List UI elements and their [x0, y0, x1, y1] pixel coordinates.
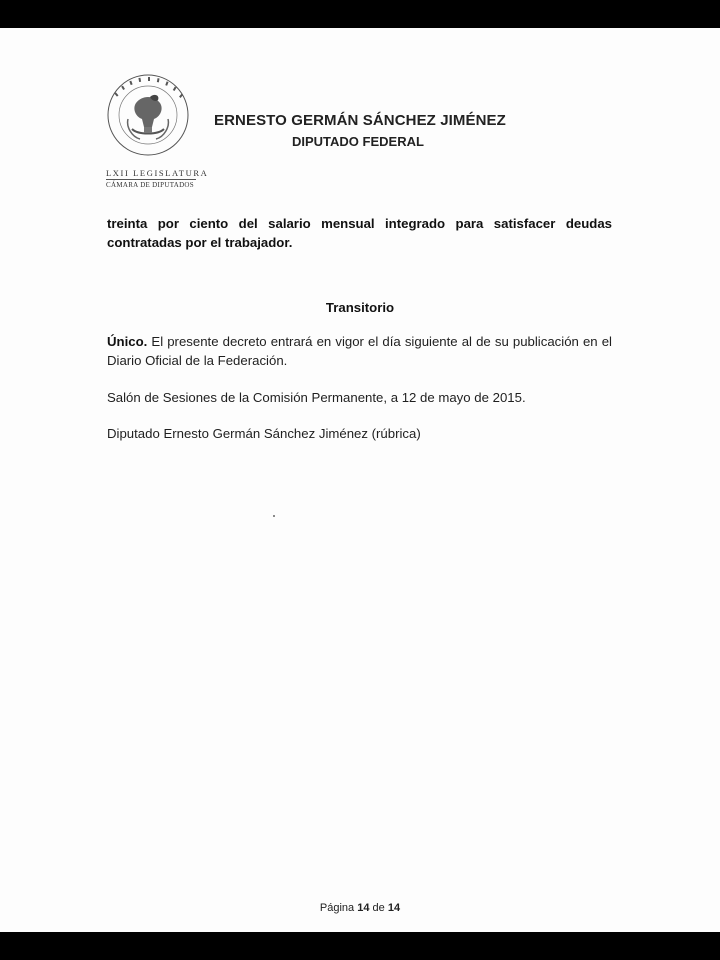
bottom-black-border: [0, 932, 720, 960]
legislature-line: LXII LEGISLATURA: [106, 168, 209, 178]
session-line: Salón de Sesiones de la Comisión Permanente, a 12 de mayo de 2015.: [107, 390, 526, 405]
page-total: 14: [387, 902, 401, 914]
deputy-name: ERNESTO GERMÁN SÁNCHEZ JIMÉNEZ: [214, 112, 506, 129]
section-heading: Transitorio: [325, 300, 395, 315]
unico-label: Único.: [107, 334, 148, 349]
unico-paragraph: [107, 332, 612, 370]
coat-of-arms-of-mexico-icon: [106, 73, 190, 157]
top-black-border: [0, 0, 720, 28]
scan-speck: [273, 515, 275, 517]
page-word: Página: [319, 902, 355, 914]
legislature-rule: [106, 179, 196, 180]
deputy-role: DIPUTADO FEDERAL: [292, 134, 424, 149]
page-of: de: [372, 902, 385, 914]
document-page: [0, 28, 720, 932]
page-current: 14: [357, 902, 370, 914]
unico-text: El presente decreto entrará en vigor el día siguiente al de su publicación en el Diario Oficial de la Federación.: [107, 334, 612, 368]
signature-line: Diputado Ernesto Germán Sánchez Jiménez (rúbrica): [107, 426, 421, 441]
page-footer: [0, 902, 720, 914]
continuation-paragraph: treinta por ciento del salario mensual integrado para satisfacer deudas contratadas por el trabajador.: [107, 216, 612, 250]
legislature-mark: [106, 168, 209, 190]
chamber-line: CÁMARA DE DIPUTADOS: [106, 181, 194, 189]
